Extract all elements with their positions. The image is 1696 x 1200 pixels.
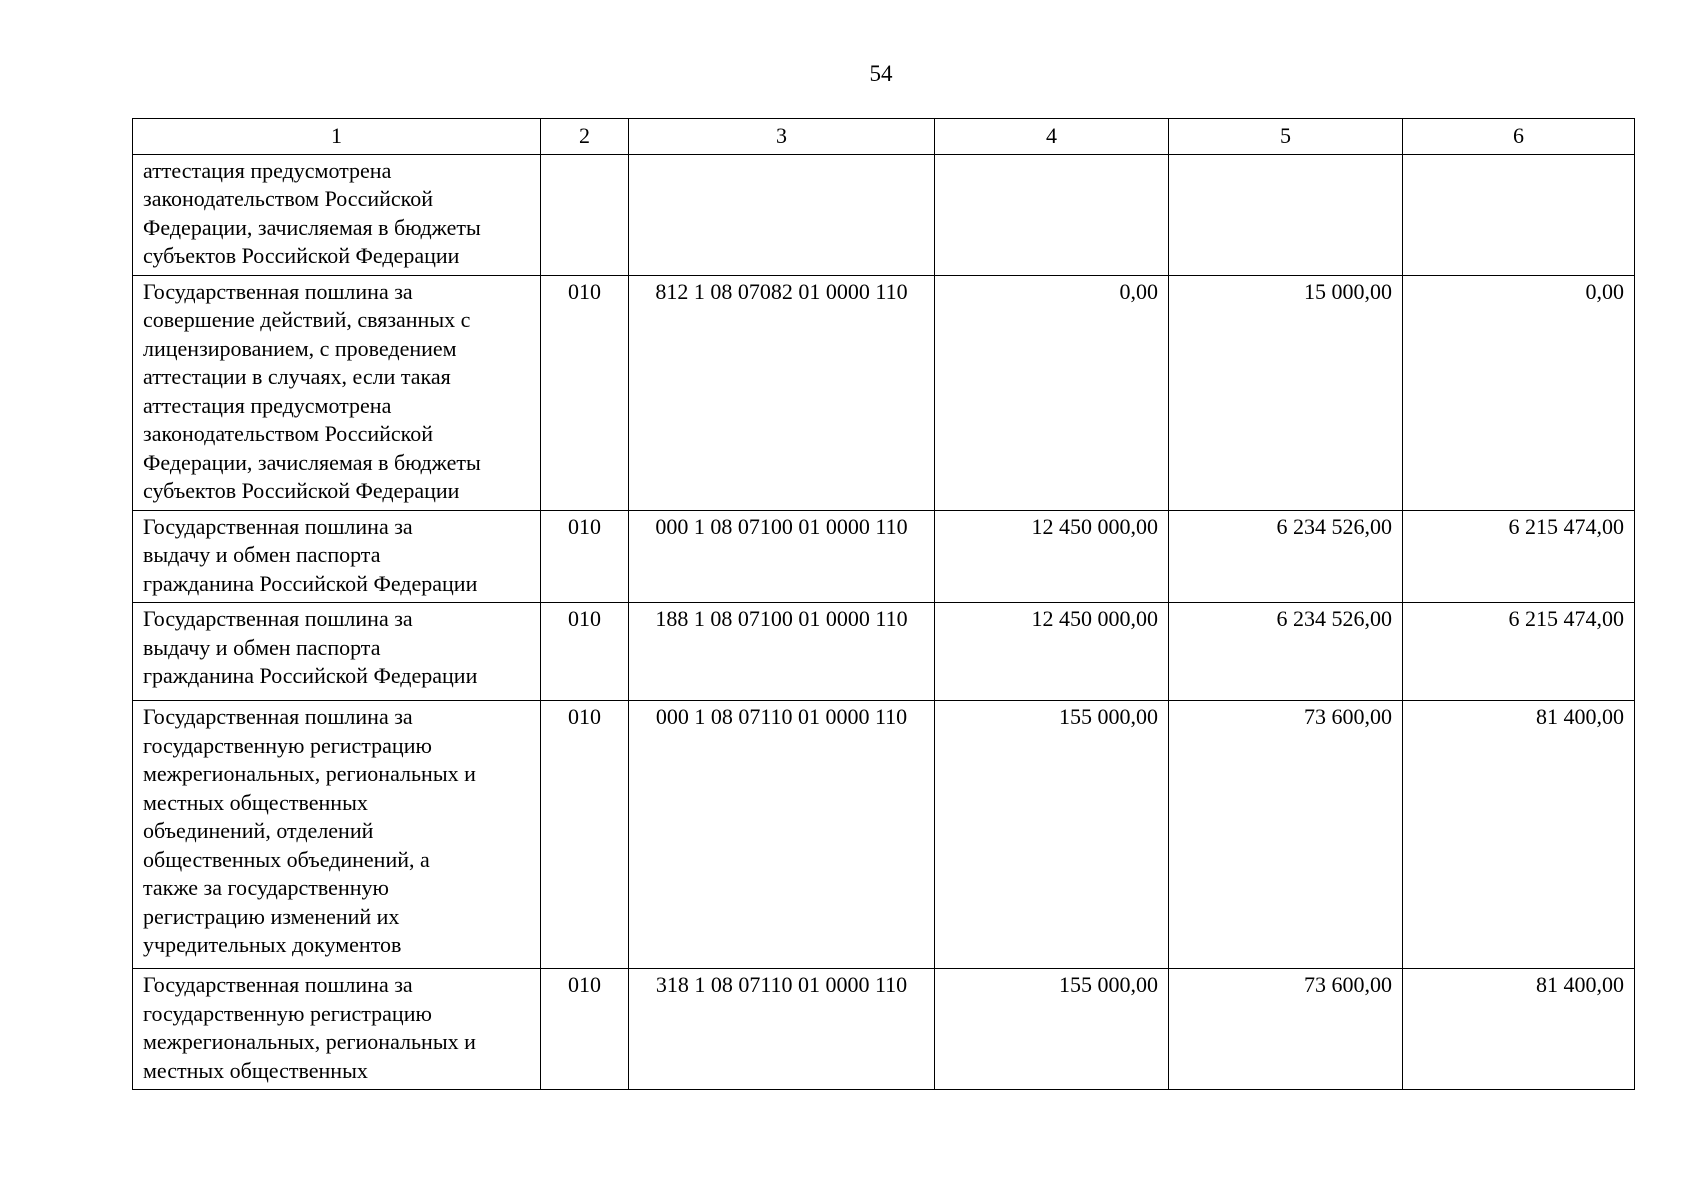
column-4-value-cell: 12 450 000,00 [935,603,1169,701]
column-number-row [133,119,1635,155]
column-4-value-cell: 0,00 [935,275,1169,510]
table-row [133,969,1635,1090]
page-number: 54 [869,61,893,86]
revenue-name-cell [133,154,541,275]
revenue-name-cell [133,275,541,510]
revenue-name: аттестация предусмотрена законодательством Российской Федерации, зачисляемая в бюджеты субъектов Российской Федерации [143,157,481,268]
admin-code-cell: 010 [541,510,629,603]
revenue-name: Государственная пошлина за выдачу и обмен паспорта гражданина Российской Федерации [143,513,478,596]
admin-code-cell [541,154,629,275]
column-header-3: 3 [629,119,935,155]
column-5-value-cell: 73 600,00 [1169,701,1403,969]
budget-classification-code-cell: 000 1 08 07110 01 0000 110 [629,701,935,969]
revenue-name-cell [133,969,541,1090]
budget-classification-code-cell: 000 1 08 07100 01 0000 110 [629,510,935,603]
column-5-value-cell: 6 234 526,00 [1169,510,1403,603]
column-4-value-cell: 12 450 000,00 [935,510,1169,603]
revenue-name: Государственная пошлина за государственную регистрацию межрегиональных, региональных и местных общественных [143,972,476,1083]
column-5-value-cell [1169,154,1403,275]
table-row [133,275,1635,510]
admin-code-cell: 010 [541,701,629,969]
column-6-value-cell: 6 215 474,00 [1403,510,1635,603]
table-row [133,510,1635,603]
revenue-name-cell [133,603,541,701]
column-header-2: 2 [541,119,629,155]
admin-code-cell: 010 [541,275,629,510]
table-row [133,154,1635,275]
column-6-value-cell: 0,00 [1403,275,1635,510]
budget-revenue-table [132,118,1635,1090]
column-4-value-cell [935,154,1169,275]
column-header-4: 4 [935,119,1169,155]
revenue-name: Государственная пошлина за выдачу и обмен паспорта гражданина Российской Федерации [143,606,478,688]
column-6-value-cell [1403,154,1635,275]
budget-classification-code-cell: 812 1 08 07082 01 0000 110 [629,275,935,510]
column-5-value-cell: 6 234 526,00 [1169,603,1403,701]
column-5-value-cell: 73 600,00 [1169,969,1403,1090]
column-6-value-cell: 81 400,00 [1403,701,1635,969]
admin-code-cell: 010 [541,603,629,701]
column-5-value-cell: 15 000,00 [1169,275,1403,510]
column-4-value-cell: 155 000,00 [935,701,1169,969]
column-4-value-cell: 155 000,00 [935,969,1169,1090]
table-row [133,603,1635,701]
admin-code-cell: 010 [541,969,629,1090]
column-header-6: 6 [1403,119,1635,155]
revenue-name-cell [133,701,541,969]
revenue-name-cell [133,510,541,603]
column-header-1: 1 [133,119,541,155]
table-row [133,701,1635,969]
budget-classification-code-cell: 188 1 08 07100 01 0000 110 [629,603,935,701]
column-6-value-cell: 6 215 474,00 [1403,603,1635,701]
budget-classification-code-cell: 318 1 08 07110 01 0000 110 [629,969,935,1090]
revenue-name: Государственная пошлина за совершение действий, связанных с лицензированием, с проведением аттестации в случаях, если такая аттестация предусмотрена законодательством Российской Федерации, зачисляемая в бюджеты субъектов Российской Федерации [143,278,481,503]
budget-classification-code-cell [629,154,935,275]
column-header-5: 5 [1169,119,1403,155]
column-6-value-cell: 81 400,00 [1403,969,1635,1090]
revenue-name: Государственная пошлина за государственную регистрацию межрегиональных, региональных и местных общественных объединений, отделений общественных объединений, а также за государственную регистрацию изменений их учредительных документов [143,704,476,957]
